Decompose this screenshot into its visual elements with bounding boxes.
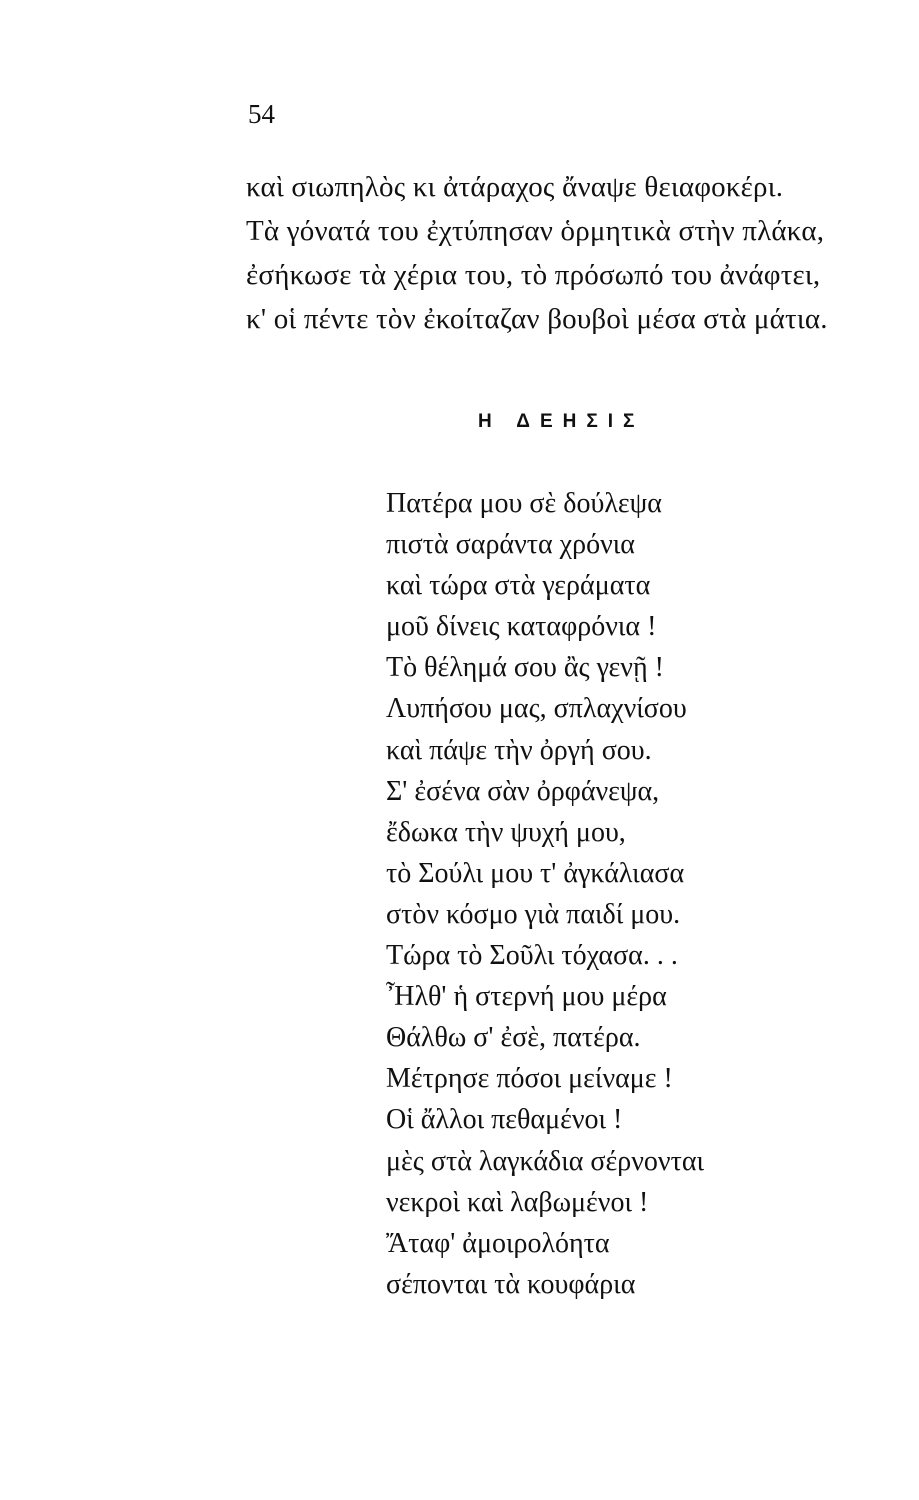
poem-line: ἔδωκα τὴν ψυχή μου,	[386, 816, 626, 848]
prose-line: καὶ σιωπηλὸς κι ἀτάραχος ἄναψε θειαφοκέρι.	[246, 171, 784, 203]
page-number: 54	[248, 99, 275, 129]
poem-line: στὸν κόσμο γιὰ παιδί μου.	[386, 898, 681, 930]
prose-line: κ' οἱ πέντε τὸν ἐκοίταζαν βουβοὶ μέσα στὰ μάτια.	[246, 303, 828, 335]
poem-line: Λυπήσου μας, σπλαχνίσου	[386, 693, 687, 725]
poem-line: καὶ τώρα στὰ γεράματα	[386, 570, 651, 602]
poem-line: Τώρα τὸ Σοῦλι τόχασα. . .	[386, 940, 678, 972]
prose-line: ἐσήκωσε τὰ χέρια του, τὸ πρόσωπό του ἀνάφτει,	[246, 259, 821, 291]
poem-line: Σ' ἐσένα σὰν ὀρφάνεψα,	[386, 775, 660, 807]
poem-line: Ἄταφ' ἀμοιρολόητα	[386, 1227, 610, 1259]
poem-line: νεκροὶ καὶ λαβωμένοι !	[386, 1186, 649, 1218]
poem-line: Θάλθω σ' ἐσὲ, πατέρα.	[386, 1022, 641, 1054]
poem-line: τὸ Σούλι μου τ' ἀγκάλιασα	[386, 857, 685, 889]
poem-line: μὲς στὰ λαγκάδια σέρνονται	[386, 1145, 705, 1177]
poem-line: μοῦ δίνεις καταφρόνια !	[386, 611, 657, 643]
poem-line: καὶ πάψε τὴν ὀργή σου.	[386, 734, 652, 766]
poem-line: Τὸ θέλημά σου ἂς γενῇ !	[386, 652, 664, 684]
prose-block	[246, 165, 886, 341]
poem-line: σέπονται τὰ κουφάρια	[386, 1268, 636, 1300]
section-title: Η ΔΕΗΣΙΣ	[478, 411, 645, 432]
poem-block	[386, 483, 806, 1305]
poem-line: Μέτρησε πόσοι μείναμε !	[386, 1063, 673, 1095]
poem-line: πιστὰ σαράντα χρόνια	[386, 529, 635, 561]
poem-line: Ἦλθ' ἡ στερνή μου μέρα	[386, 981, 667, 1013]
poem-line: Πατέρα μου σὲ δούλεψα	[386, 488, 662, 519]
prose-line: Τὰ γόνατά του ἐχτύπησαν ὁρμητικὰ στὴν πλάκα,	[246, 215, 825, 247]
poem-line: Οἱ ἄλλοι πεθαμένοι !	[386, 1104, 623, 1136]
